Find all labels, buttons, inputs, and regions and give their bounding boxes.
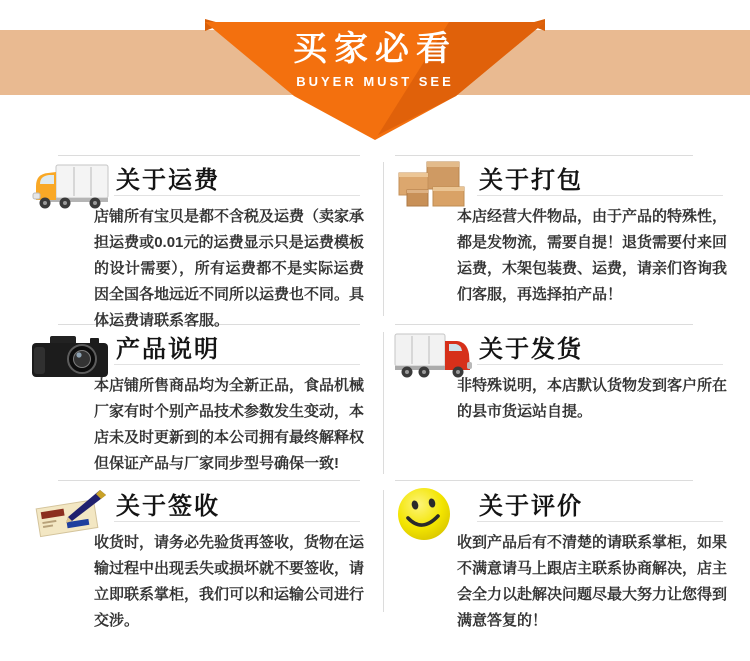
section-body: 本店经营大件物品，由于产品的特殊性，都是发物流，需要自提！退货需要付来回运费，木架包装费、运费，请亲们咨询我们客服，再选择拍产品！ — [457, 208, 728, 303]
section-title: 关于评价 — [479, 493, 583, 520]
banner-subtitle: BUYER MUST SEE — [296, 74, 454, 89]
section-title-rule — [477, 521, 723, 522]
section-title-rule — [114, 364, 360, 365]
section-body: 收到产品后有不清楚的请联系掌柜，如果不满意请马上跟店主联系协商解决，店主会全力以赴解决问题尽最大努力让您得到满意答复的！ — [457, 534, 728, 629]
section-body: 店铺所有宝贝是都不含税及运费（卖家承担运费或0.01元的运费显示只是运费模板的设计需要），所有运费都不是实际运费因全国各地远近不同所以运费也不同。具体运费请联系客服。 — [94, 208, 365, 329]
row-divider — [58, 155, 360, 156]
section-title-rule — [114, 521, 360, 522]
row-divider — [395, 155, 693, 156]
section-title-rule — [477, 364, 723, 365]
column-divider — [383, 332, 384, 474]
section-shipping-fee — [30, 158, 365, 329]
column-divider — [383, 490, 384, 612]
section-sign-for-goods — [30, 484, 365, 644]
banner-title: 买家必看 — [293, 30, 457, 68]
section-title: 关于发货 — [479, 336, 583, 363]
section-feedback — [393, 484, 728, 644]
section-title: 关于签收 — [116, 493, 220, 520]
section-body: 收货时，请务必先验货再签收，货物在运输过程中出现丢失或损坏就不要签收，请立即联系掌柜，我们可以和运输公司进行交涉。 — [94, 534, 365, 629]
section-title: 关于运费 — [116, 167, 220, 194]
section-body: 本店铺所售商品均为全新正品，食品机械厂家有时个别产品技术参数发生变动，本店未及时更新到的本公司拥有最终解释权但保证产品与厂家同步型号确保一致! — [94, 377, 365, 472]
section-product-description — [30, 327, 365, 487]
section-packing — [393, 158, 728, 318]
section-body: 非特殊说明，本店默认货物发到客户所在的县市货运站自提。 — [457, 377, 728, 420]
section-title: 产品说明 — [116, 336, 220, 363]
section-delivery — [393, 327, 728, 487]
section-title-rule — [114, 195, 360, 196]
row-divider — [395, 324, 693, 325]
section-title: 关于打包 — [479, 167, 583, 194]
section-title-rule — [477, 195, 723, 196]
column-divider — [383, 162, 384, 316]
